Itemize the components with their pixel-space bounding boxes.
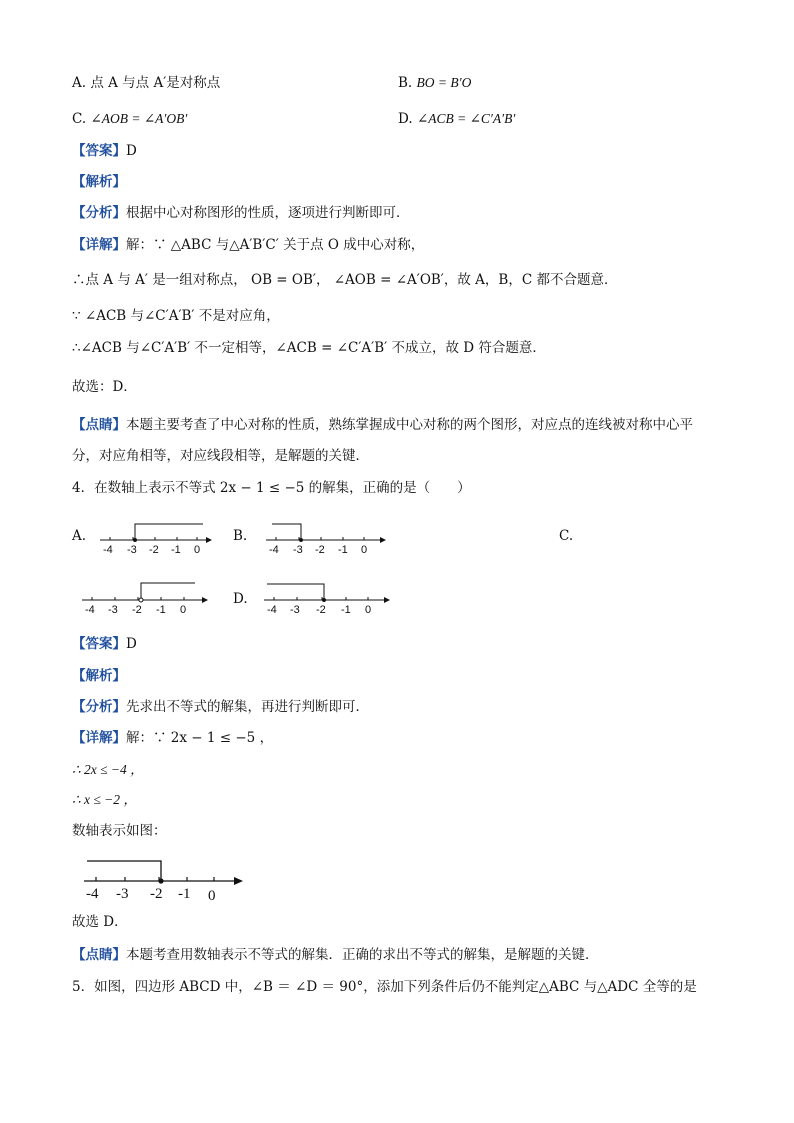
q3-fenxi: 【分析】根据中心对称图形的性质，逐项进行判断即可． (72, 205, 410, 221)
q4-axis-caption: 数轴表示如图： (72, 823, 167, 839)
q3-detail-2: ∴点 A 与 A′ 是一组对称点， OB = OB′， ∠AOB = ∠A′OB′，故 A，B，C 都不合题意． (72, 272, 618, 288)
tick-label: -3 (293, 544, 303, 556)
q4-option-a-label: A. (72, 528, 87, 544)
q3-option-a: A. 点 A 与点 A′是对称点 (72, 75, 221, 91)
q4-detail-2: ∴ 2x ≤ −4 ， (72, 762, 144, 777)
q3-dianjing-2: 分，对应角相等，对应线段相等，是解题的关键． (72, 448, 369, 464)
q4-fenxi: 【分析】先求出不等式的解集，再进行判断即可． (72, 699, 369, 715)
tick-label: 0 (194, 544, 201, 556)
q3-answer: 【答案】D (72, 143, 137, 159)
tick-label: -2 (315, 544, 325, 556)
q4-numberline-d (262, 578, 394, 618)
q4-option-d-label: D. (233, 591, 248, 607)
tick-label: -3 (116, 886, 129, 902)
tick-label: 0 (180, 604, 187, 616)
q4-numberline-b (262, 518, 388, 558)
solid-point (133, 538, 137, 542)
solution-range (135, 524, 203, 540)
tick-label: -4 (103, 544, 113, 556)
tick-label: 0 (365, 604, 372, 616)
q3-detail-1: 【详解】解：∵ △ABC 与△A′B′C′ 关于点 O 成中心对称， (72, 237, 425, 253)
tick-label: -3 (108, 604, 118, 616)
solid-point (299, 538, 303, 542)
q4-answer: 【答案】D (72, 636, 137, 652)
tick-label: -1 (338, 544, 348, 556)
q4-numberline-c (80, 578, 212, 618)
q3-choose: 故选：D． (72, 379, 137, 395)
tick-label: 0 (361, 544, 368, 556)
q3-option-d: D. ∠ACB = ∠C′A′B′ (398, 111, 516, 127)
tick-label: -1 (171, 544, 181, 556)
tick-label: -2 (316, 604, 326, 616)
solution-range (267, 584, 324, 600)
q4-choose: 故选 D． (72, 914, 128, 930)
q5-stem: 5．如图，四边形 ABCD 中，∠B ＝ ∠D ＝ 90°，添加下列条件后仍不能判定△ABC 与△ADC 全等的是 (72, 979, 697, 995)
tick-label: -1 (178, 886, 191, 902)
q3-detail-4: ∴∠ACB 与∠C′A′B′ 不一定相等，∠ACB = ∠C′A′B′ 不成立，故 D 符合题意． (72, 340, 546, 356)
q4-detail-1: 【详解】解：∵ 2x − 1 ≤ −5 ， (72, 730, 274, 746)
tick-label: -4 (86, 886, 99, 902)
solid-point (158, 878, 163, 883)
tick-label: -2 (132, 604, 142, 616)
hollow-point (139, 598, 143, 602)
q3-detail-3: ∵ ∠ACB 与∠C′A′B′ 不是对应角， (72, 308, 280, 324)
q4-option-b-label: B. (233, 528, 248, 544)
solution-range (141, 583, 195, 600)
tick-label: -2 (150, 886, 163, 902)
solid-point (322, 598, 326, 602)
tick-label: -4 (269, 544, 279, 556)
tick-label: -2 (149, 544, 159, 556)
q3-dianjing-1: 【点睛】本题主要考查了中心对称的性质，熟练掌握成中心对称的两个图形，对应点的连线被对称中心平 (72, 417, 693, 433)
q4-dianjing: 【点睛】本题考查用数轴表示不等式的解集．正确的求出不等式的解集，是解题的关键． (72, 947, 599, 963)
tick-label: -3 (290, 604, 300, 616)
q4-detail-3: ∴ x ≤ −2 ， (72, 792, 137, 807)
q4-stem: 4．在数轴上表示不等式 2x − 1 ≤ −5 的解集，正确的是（ ） (72, 480, 471, 496)
tick-label: -4 (267, 604, 277, 616)
q4-numberline-a (98, 518, 213, 558)
tick-label: -4 (85, 604, 95, 616)
q3-option-b: B. BO = B′O (398, 75, 472, 91)
tick-label: -3 (127, 544, 137, 556)
tick-label: -1 (341, 604, 351, 616)
q3-analysis-heading: 【解析】 (72, 174, 126, 190)
q4-analysis-heading: 【解析】 (72, 668, 126, 684)
tick-label: 0 (208, 888, 216, 904)
q4-solution-numberline (80, 852, 246, 904)
tick-label: -1 (156, 604, 166, 616)
q3-option-c: C. ∠AOB = ∠A′OB′ (72, 111, 188, 127)
q4-option-c-label: C. (559, 528, 574, 544)
solution-range (87, 861, 161, 881)
